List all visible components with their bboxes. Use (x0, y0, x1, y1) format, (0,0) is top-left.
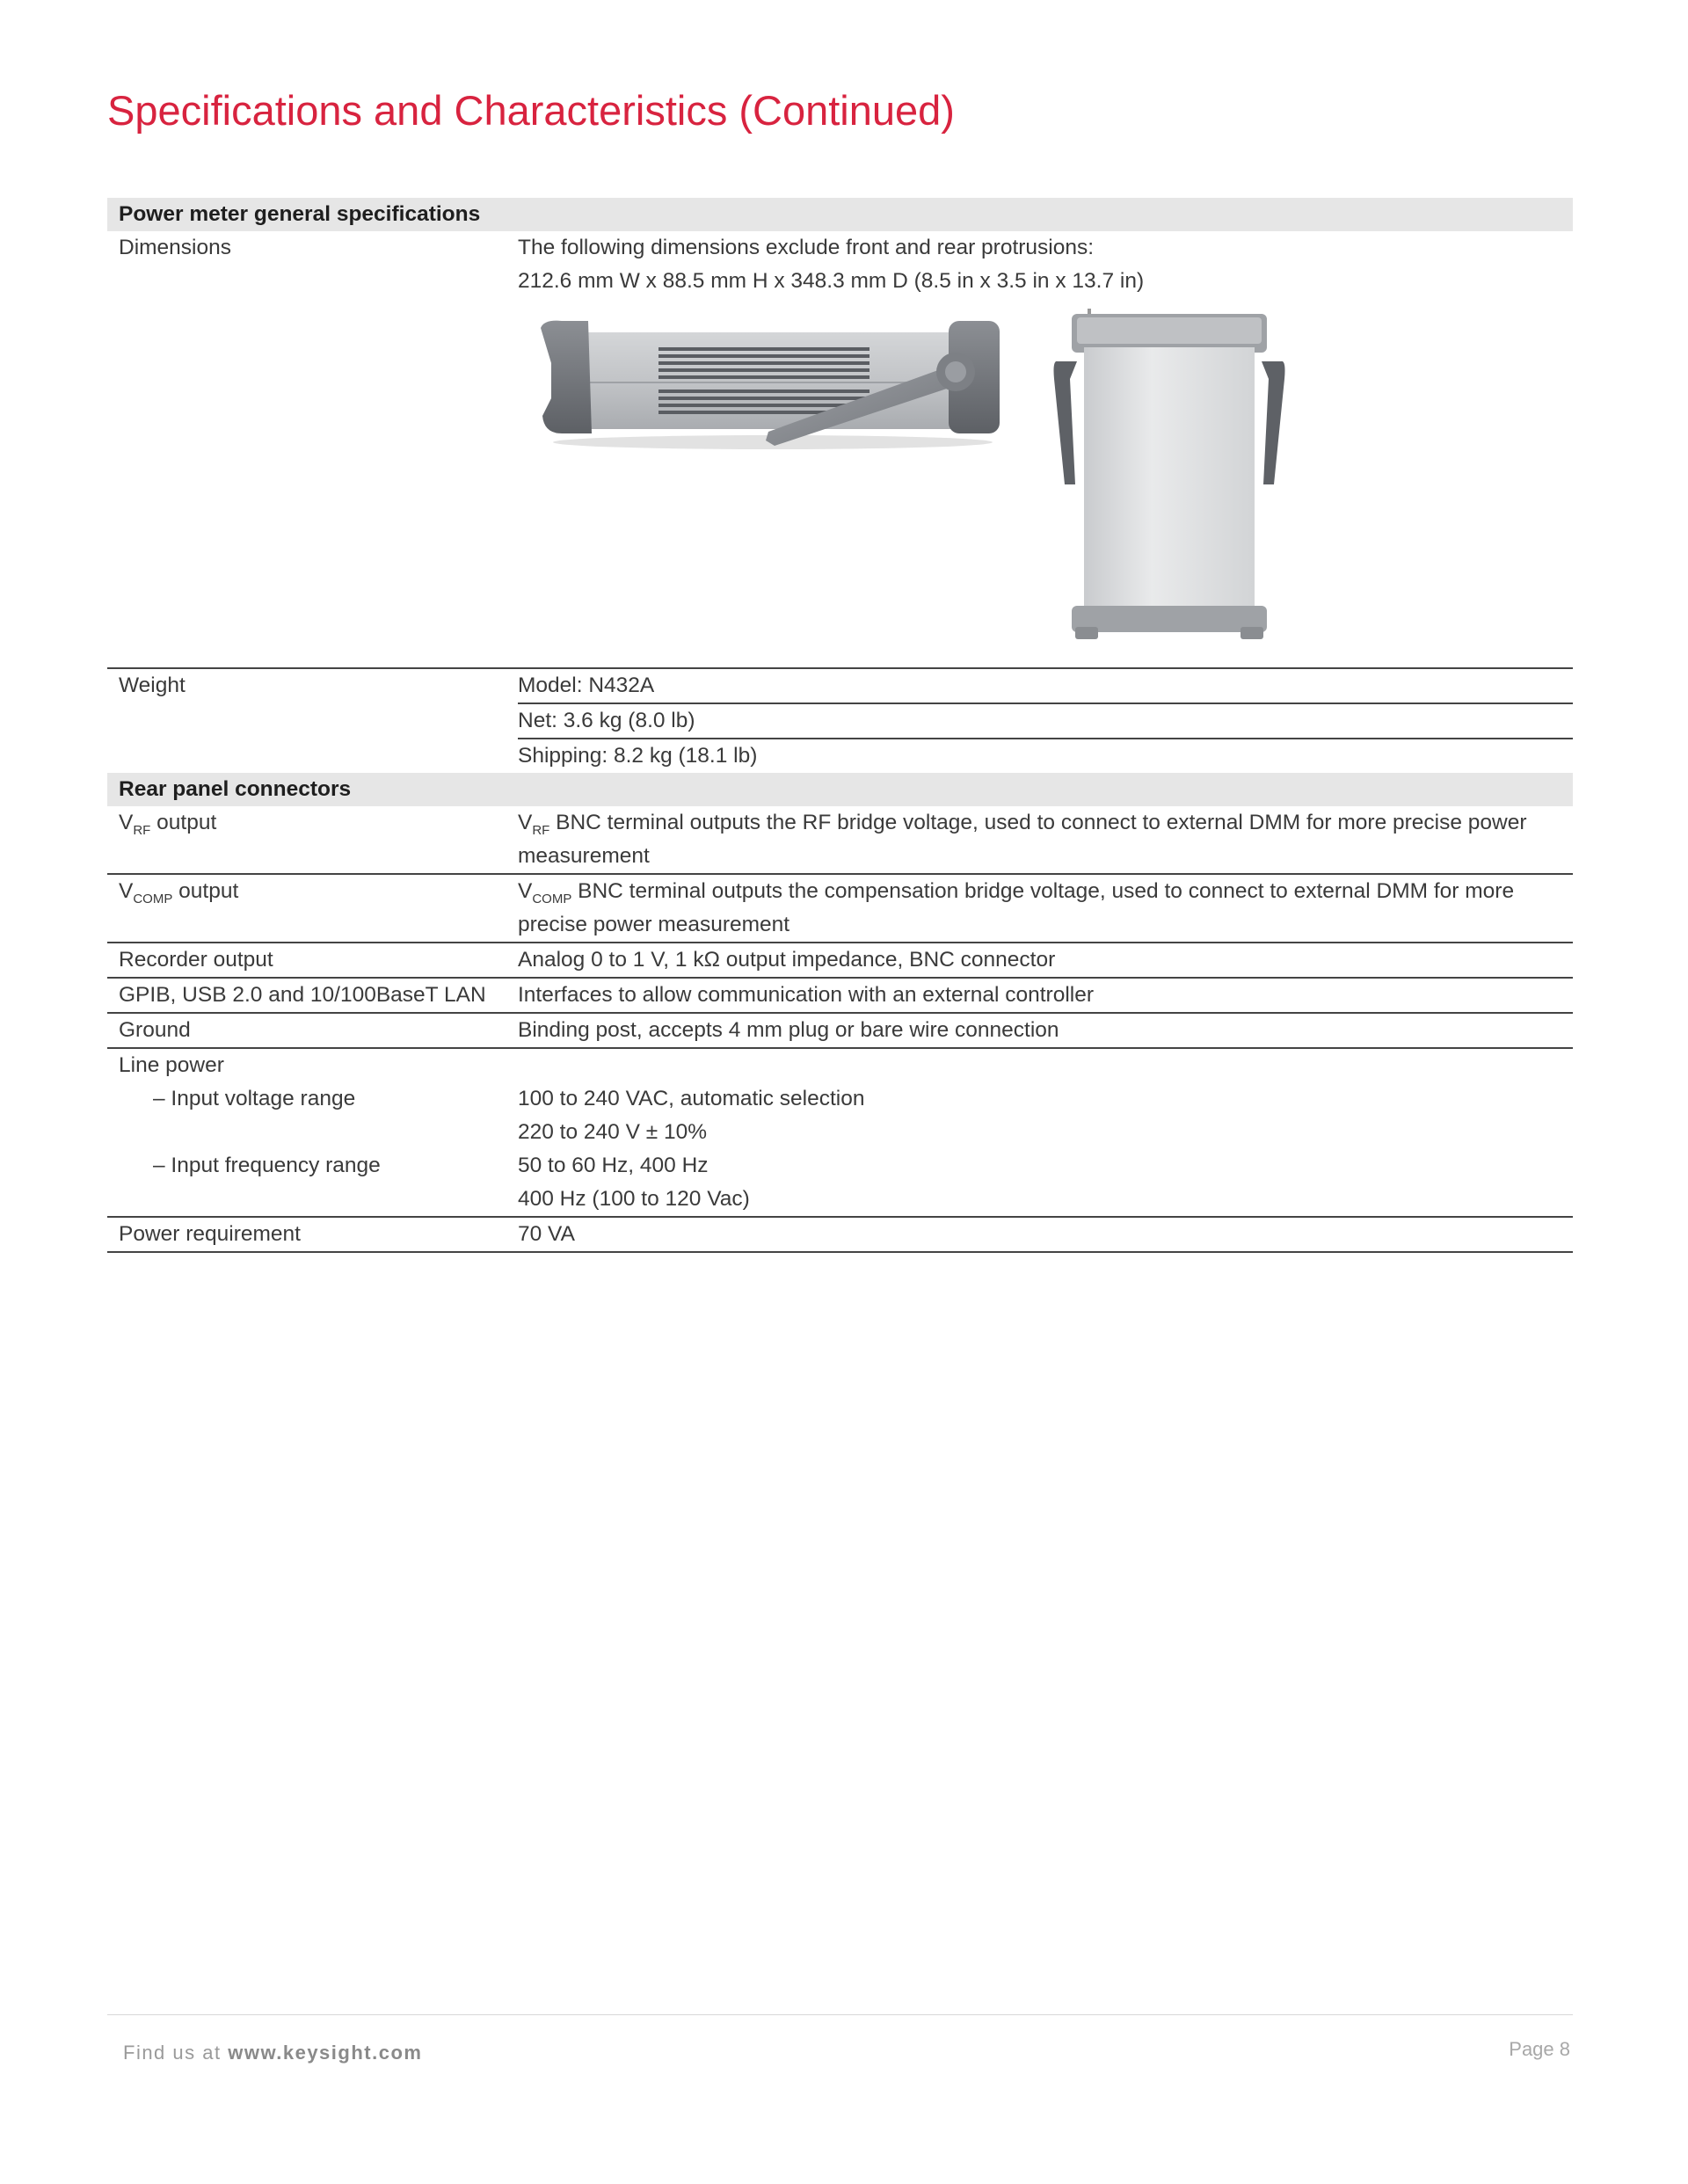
row-label: $V_{COMP}$ output (119, 879, 239, 906)
frequency-value-1: 50 to 60 Hz, 400 Hz (518, 1154, 709, 1177)
section-heading-label: Rear panel connectors (119, 777, 352, 801)
table-row-dimensions (107, 231, 1573, 667)
row-value: $V_{RF}$ BNC terminal outputs the RF bridge voltage, used to connect to external DMM for more precise power measurement (518, 811, 1527, 868)
frequency-value-2: 400 Hz (100 to 120 Vac) (518, 1187, 750, 1211)
table-row-voltage-range (107, 1082, 1573, 1149)
page-title: Specifications and Characteristics (Continued) (107, 87, 955, 134)
row-value (518, 231, 1573, 667)
row-label: Ground (119, 1018, 191, 1042)
row-value (518, 669, 1573, 773)
table-row-frequency-range (107, 1149, 1573, 1218)
weight-shipping: Shipping: 8.2 kg (18.1 lb) (518, 744, 758, 768)
dimensions-line-1: The following dimensions exclude front and rear protrusions: (518, 236, 1095, 259)
row-label: Dimensions (119, 236, 231, 259)
section-heading-rear-panel (107, 773, 1573, 806)
instrument-side-view-image (535, 310, 1010, 460)
weight-model: Model: N432A (518, 669, 1573, 704)
row-value: Interfaces to allow communication with an external controller (518, 983, 1095, 1007)
spec-table (107, 198, 1573, 1253)
voltage-value-2: 220 to 240 V ± 10% (518, 1120, 708, 1144)
row-value (518, 1049, 1573, 1082)
row-value: Binding post, accepts 4 mm plug or bare wire connection (518, 1018, 1059, 1042)
instrument-standing-view-image (1045, 309, 1291, 652)
row-value: 70 VA (518, 1222, 575, 1246)
row-value: Analog 0 to 1 V, 1 kΩ output impedance, BNC connector (518, 948, 1056, 972)
row-value (518, 1082, 1573, 1149)
product-images (518, 298, 1555, 667)
row-label: Line power (119, 1053, 224, 1077)
row-label: – Input frequency range (153, 1154, 381, 1177)
footer-divider (107, 2014, 1573, 2015)
table-row-vcomp (107, 875, 1573, 943)
row-label: Recorder output (119, 948, 273, 972)
row-label: Power requirement (119, 1222, 301, 1246)
table-row-weight (107, 667, 1573, 773)
row-label: Weight (119, 673, 186, 697)
footer-find-us (123, 2042, 422, 2064)
section-heading-general (107, 198, 1573, 231)
table-row-recorder (107, 943, 1573, 979)
page-number: Page 8 (1509, 2038, 1570, 2060)
row-label: – Input voltage range (153, 1087, 356, 1110)
table-row-vrf (107, 806, 1573, 875)
table-row-ground (107, 1014, 1573, 1049)
table-row-power-requirement (107, 1218, 1573, 1253)
dimensions-line-2: 212.6 mm W x 88.5 mm H x 348.3 mm D (8.5 in x 3.5 in x 13.7 in) (518, 269, 1145, 293)
weight-net: Net: 3.6 kg (8.0 lb) (518, 704, 1573, 739)
footer-find-prefix: Find us at (123, 2042, 229, 2064)
table-row-interfaces (107, 979, 1573, 1014)
row-value (518, 1149, 1573, 1216)
section-heading-label: Power meter general specifications (119, 202, 481, 226)
row-label: $V_{RF}$ output (119, 811, 217, 838)
row-value: $V_{COMP}$ BNC terminal outputs the compensation bridge voltage, used to connect to external DMM for more precise power measurement (518, 879, 1515, 936)
row-label: GPIB, USB 2.0 and 10/100BaseT LAN (119, 983, 486, 1007)
footer-url-link[interactable]: www.keysight.com (228, 2042, 423, 2064)
voltage-value-1: 100 to 240 VAC, automatic selection (518, 1087, 865, 1110)
table-row-line-power (107, 1049, 1573, 1082)
